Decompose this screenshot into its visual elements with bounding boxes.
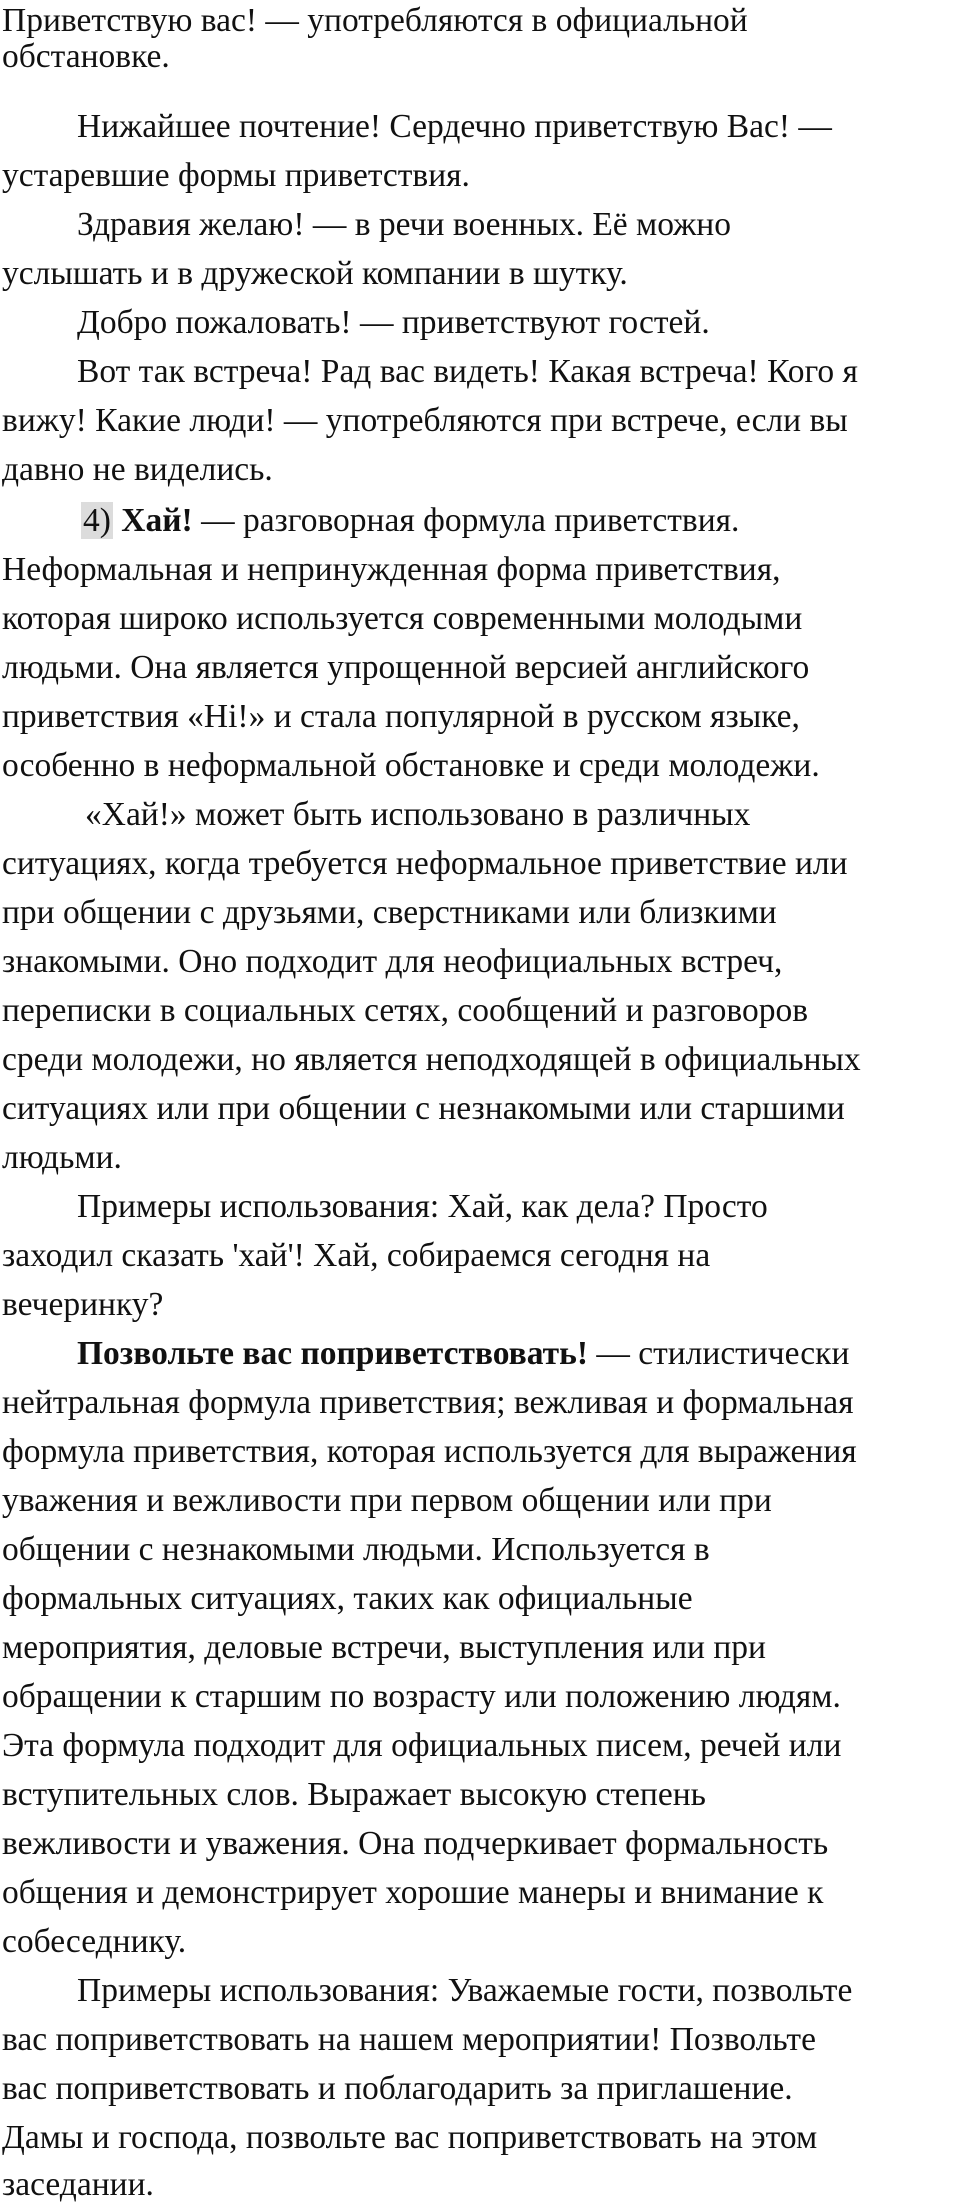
text-line: давно не виделись. [2,451,273,488]
item-number-highlight: 4) [83,502,111,539]
text-line: вступительных слов. Выражает высокую степень [2,1776,706,1813]
text-line: заседании. [2,2166,154,2203]
text-line: среди молодежи, но является неподходящей в официальных [2,1041,861,1078]
text-line: уважения и вежливости при первом общении или при [2,1482,772,1519]
text-line: вечеринку? [2,1286,164,1323]
text-line: Вот так встреча! Рад вас видеть! Какая встреча! Кого я [77,353,858,390]
text-line: ситуациях, когда требуется неформальное приветствие или [2,845,848,882]
term-definition: — разговорная формула приветствия. [192,502,740,539]
text-line: приветствия «Hi!» и стала популярной в русском языке, [2,698,800,735]
text-line: Добро пожаловать! — приветствуют гостей. [77,304,710,341]
text-line: Примеры использования: Уважаемые гости, позвольте [77,1972,853,2009]
text-line: ситуациях или при общении с незнакомыми или старшими [2,1090,845,1127]
term-bold: Позвольте вас поприветствовать! [77,1335,588,1372]
text-line: знакомыми. Оно подходит для неофициальных встреч, [2,943,783,980]
term-bold: Хай! [121,502,193,539]
text-line: людьми. Она является упрощенной версией английского [2,649,810,686]
text-line: вас поприветствовать и поблагодарить за приглашение. [2,2070,793,2107]
text-line: формальных ситуациях, таких как официальные [2,1580,693,1617]
term-definition: — стилистически [587,1335,850,1372]
text-line: вежливости и уважения. Она подчеркивает формальность [2,1825,829,1862]
text-line: вижу! Какие люди! — употребляются при встрече, если вы [2,402,848,439]
text-line: Дамы и господа, позвольте вас поприветствовать на этом [2,2119,818,2156]
text-line: людьми. [2,1139,122,1176]
text-line: общении с незнакомыми людьми. Используется в [2,1531,710,1568]
text-line: Неформальная и непринужденная форма приветствия, [2,551,781,588]
text-line: заходил сказать 'хай'! Хай, собираемся сегодня на [2,1237,711,1274]
text-line: обращении к старшим по возрасту или положению людям. [2,1678,841,1715]
text-line: Примеры использования: Хай, как дела? Просто [77,1188,768,1225]
text-line: Нижайшее почтение! Сердечно приветствую Вас! — [77,108,832,145]
section-heading-line [83,496,739,545]
text-line: устаревшие формы приветствия. [2,157,470,194]
text-line: особенно в неформальной обстановке и среди молодежи. [2,747,820,784]
text-line: переписки в социальных сетях, сообщений и разговоров [2,992,809,1029]
text-line: общения и демонстрирует хорошие манеры и внимание к [2,1874,824,1911]
text-line: собеседнику. [2,1923,187,1960]
text-line: Эта формула подходит для официальных писем, речей или [2,1727,842,1764]
text-line: «Хай!» может быть использовано в различных [85,796,751,833]
text-line: нейтральная формула приветствия; вежливая и формальная [2,1384,854,1421]
text-line: обстановке. [2,38,170,75]
text-line: формула приветствия, которая используется для выражения [2,1433,857,1470]
section-heading-line [77,1329,849,1378]
text-line: при общении с друзьями, сверстниками или близкими [2,894,777,931]
text-line: которая широко используется современными молодыми [2,600,803,637]
text-line: мероприятия, деловые встречи, выступления или при [2,1629,766,1666]
text-line: Здравия желаю! — в речи военных. Её можно [77,206,731,243]
text-line: услышать и в дружеской компании в шутку. [2,255,628,292]
text-line: вас поприветствовать на нашем мероприятии! Позвольте [2,2021,816,2058]
text-line: Приветствую вас! — употребляются в официальной [2,2,748,39]
